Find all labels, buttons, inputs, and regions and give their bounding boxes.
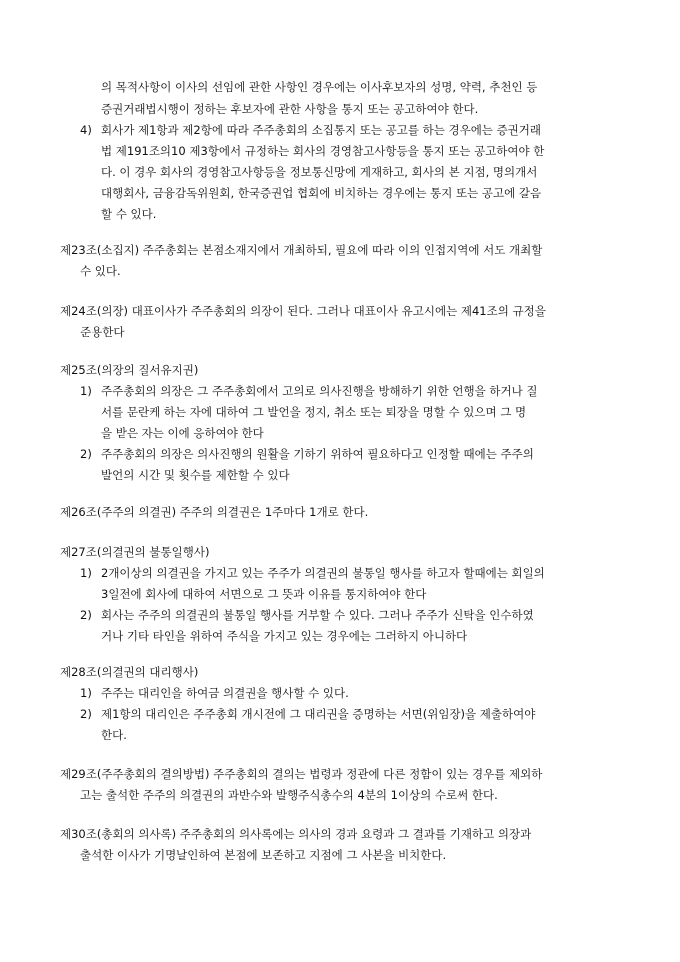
art22-cont-line1: 의 목적사항이 이사의 선임에 관한 사항인 경우에는 이사후보자의 성명, 약력, 추천인 등 [101,80,538,94]
art25-item1-line2: 서를 문란케 하는 자에 대하여 그 발언을 정지, 취소 또는 퇴장을 명할 수 있으며 그 명 [101,405,527,419]
art22-cont-line2: 증권거래법시행이 정하는 후보자에 관한 사항을 통지 또는 공고하여야 한다. [101,102,479,116]
art22-item4-line2: 법 제191조의10 제3항에서 규정하는 회사의 경영참고사항등을 통지 또는 공고하여야 한 [101,144,545,158]
art27-item1-line1: 2개이상의 의결권을 가지고 있는 주주가 의결권의 불통일 행사를 하고자 할때에는 회일의 [101,566,545,580]
art27-item2-line1: 회사는 주주의 의결권의 불통일 행사를 거부할 수 있다. 그러나 주주가 신탁을 인수하였 [101,608,534,622]
art30-line1: 제30조(총회의 의사록) 주주총회의 의사록에는 의사의 경과 요령과 그 결과를 기재하고 의장과 [60,827,532,841]
art25-item2-number: 2) [80,447,92,461]
art25-item1-line1: 주주총회의 의장은 그 주주총회에서 고의로 의사진행을 방해하기 위한 언행을 하거나 질 [101,384,538,398]
art26-line1: 제26조(주주의 의결권) 주주의 의결권은 1주마다 1개로 한다. [60,505,369,519]
art25-item1-number: 1) [80,384,92,398]
art22-item4-line5: 할 수 있다. [101,207,157,221]
art25-item2-line2: 발언의 시간 및 횟수를 제한할 수 있다 [101,468,290,482]
art22-item4-line1: 회사가 제1항과 제2항에 따라 주주총회의 소집통지 또는 공고를 하는 경우에는 증권거래 [101,123,541,137]
art22-item4-number: 4) [80,123,92,137]
art29-line1: 제29조(주주총회의 결의방법) 주주총회의 결의는 법령과 정관에 다른 정함이 있는 경우를 제외하 [60,767,543,781]
art27-item2-line2: 거나 기타 타인을 위하여 주식을 가지고 있는 경우에는 그러하지 아니하다 [101,629,468,643]
art28-title: 제28조(의결권의 대리행사) [60,665,199,679]
art24-line2: 준용한다 [80,325,125,339]
art25-item2-line1: 주주총회의 의장은 의사진행의 원활을 기하기 위하여 필요하다고 인정할 때에는 주주의 [101,447,534,461]
art28-item1-number: 1) [80,686,92,700]
art27-title: 제27조(의결권의 불통일행사) [60,545,210,559]
art22-item4-line4: 대행회사, 금융감독위원회, 한국증권업 협회에 비치하는 경우에는 통지 또는 공고에 갈음 [101,186,542,200]
art28-item2-line1: 제1항의 대리인은 주주총회 개시전에 그 대리권을 증명하는 서면(위임장)을 제출하여야 [101,707,536,721]
art27-item1-number: 1) [80,566,92,580]
art22-item4-line3: 다. 이 경우 회사의 경영참고사항등을 정보통신망에 게재하고, 회사의 본 지점, 명의개서 [101,165,538,179]
art25-item1-line3: 을 받은 자는 이에 응하여야 한다 [101,426,264,440]
art24-line1: 제24조(의장) 대표이사가 주주총회의 의장이 된다. 그러나 대표이사 유고시에는 제41조의 규정을 [60,304,546,318]
art30-line2: 출석한 이사가 기명날인하여 본점에 보존하고 지점에 그 사본을 비치한다. [80,848,447,862]
art23-line1: 제23조(소집지) 주주총회는 본점소재지에서 개최하되, 필요에 따라 이의 인접지역에 서도 개최할 [60,243,543,257]
art28-item2-number: 2) [80,707,92,721]
art28-item2-line2: 한다. [101,728,127,742]
art27-item2-number: 2) [80,608,92,622]
art28-item1-line1: 주주는 대리인을 하여금 의결권을 행사할 수 있다. [101,686,349,700]
art25-title: 제25조(의장의 질서유지권) [60,363,199,377]
art23-line2: 수 있다. [80,264,121,278]
art27-item1-line2: 3일전에 회사에 대하여 서면으로 그 뜻과 이유를 통지하여야 한다 [101,587,427,601]
art29-line2: 고는 출석한 주주의 의결권의 과반수와 발행주식총수의 4분의 1이상의 수로써 한다. [80,788,498,802]
